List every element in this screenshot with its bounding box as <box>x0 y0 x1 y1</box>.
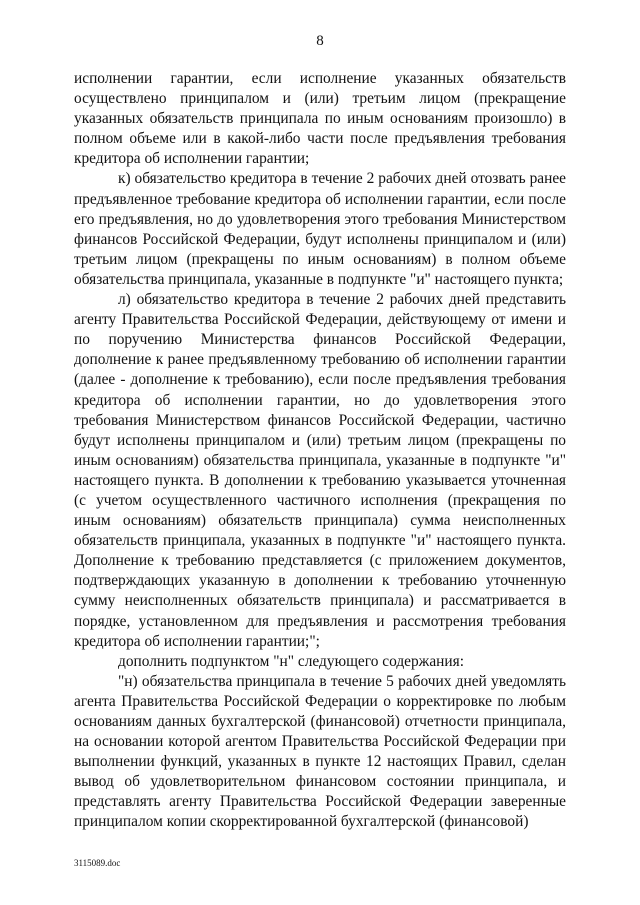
document-body <box>74 69 566 833</box>
paragraph-subitem-l: л) обязательство кредитора в течение 2 рабочих дней представить агенту Правительства Российской Федерации, действующему от имени и по поручению Министерства финансов Российской Федерации, дополнение к ранее предъявленному требованию об исполнении гарантии (далее - дополнение к требованию), если после предъявления требования кредитора об исполнении гарантии, но до удовлетворения этого требования Министерством финансов Российской Федерации, частично будут исполнены принципалом и (или) третьим лицом (прекращены по иным основаниям) обязательства принципала, указанные в подпункте "и" настоящего пункта. В дополнении к требованию указывается уточненная (с учетом осуществленного частичного исполнения (прекращения по иным основаниям) обязательств принципала) сумма неисполненных обязательств принципала, указанных в подпункте "и" настоящего пункта. Дополнение к требованию представляется (с приложением документов, подтверждающих указанную в дополнении к требованию уточненную сумму неисполненных обязательств принципала) и рассматривается в порядке, установленном для предъявления и рассмотрения требования кредитора об исполнении гарантии;"; <box>74 291 566 650</box>
paragraph-subitem-n: "н) обязательства принципала в течение 5 рабочих дней уведомлять агента Правительства Российской Федерации о корректировке по любым основаниям данных бухгалтерской (финансовой) отчетности принципала, на основании которой агентом Правительства Российской Федерации при выполнении функций, указанных в пункте 12 настоящих Правил, сделан вывод об удовлетворительном финансовом состоянии принципала, и представлять агенту Правительства Российской Федерации заверенные принципалом копии скорректированной бухгалтерской (финансовой) <box>74 672 566 831</box>
paragraph-continuation: исполнении гарантии, если исполнение указанных обязательств осуществлено принципалом и (или) третьим лицом (прекращение указанных обязательств принципала по иным основаниям произошло) в полном объеме или в какой-либо части после предъявления требования кредитора об исполнении гарантии; <box>74 70 566 168</box>
paragraph-subitem-k: к) обязательство кредитора в течение 2 рабочих дней отозвать ранее предъявленное требование кредитора об исполнении гарантии, если после его предъявления, но до удовлетворения этого требования Министерством финансов Российской Федерации, будут исполнены принципалом и (или) третьим лицом (прекращены по иным основаниям) в полном объеме обязательства принципала, указанные в подпункте "и" настоящего пункта; <box>74 170 566 288</box>
paragraph-amendment-intro: дополнить подпунктом "н" следующего содержания: <box>118 652 464 670</box>
page-number: 8 <box>316 33 324 49</box>
footer-filename: 3115089.doc <box>74 858 121 868</box>
